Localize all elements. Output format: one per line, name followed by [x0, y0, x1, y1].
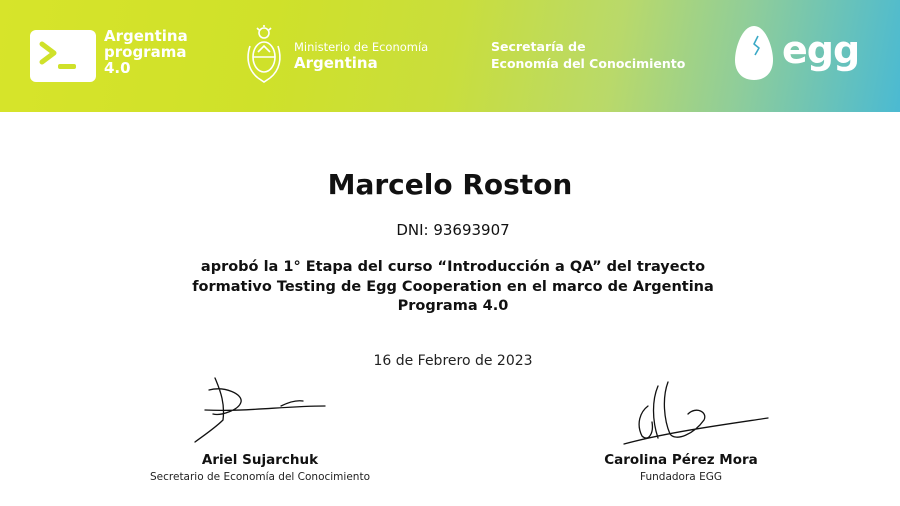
cracked-egg-icon	[734, 24, 774, 82]
signature-ariel-sujarchuk	[185, 370, 335, 450]
ministry-line1: Ministerio de Economía	[294, 40, 429, 54]
ap-line3: 4.0	[104, 59, 131, 77]
secretariat-text	[491, 38, 685, 72]
signature-carolina-perez-mora	[618, 372, 778, 452]
signer-role: Fundadora EGG	[640, 471, 722, 483]
egg-logo-text: egg	[782, 28, 860, 72]
secretariat-line1: Secretaría de	[491, 39, 586, 54]
signer-name: Ariel Sujarchuk	[201, 452, 319, 468]
ap-line2: programa	[104, 43, 187, 61]
ministry-line2: Argentina	[294, 54, 378, 72]
signer-role: Secretario de Economía del Conocimiento	[150, 471, 370, 483]
secretariat-line2: Economía del Conocimiento	[491, 56, 686, 71]
ap-line1: Argentina	[104, 27, 188, 45]
coat-of-arms-icon	[244, 24, 284, 84]
header-banner	[0, 0, 900, 112]
recipient-name: Marcelo Roston	[327, 168, 573, 201]
recipient-dni: DNI: 93693907	[396, 221, 510, 239]
signer-name: Carolina Pérez Mora	[604, 452, 758, 468]
ministry-text	[294, 40, 428, 72]
certificate-description: aprobó la 1° Etapa del curso “Introducción a QA” del trayecto formativo Testing de Egg Cooperation en el marco de Argentina Programa 4.0	[192, 259, 714, 314]
signer-block-left	[140, 452, 380, 483]
argentina-programa-logo-text	[104, 28, 188, 76]
signer-block-right	[571, 452, 791, 483]
certificate-date: 16 de Febrero de 2023	[373, 353, 533, 369]
terminal-prompt-icon	[30, 30, 96, 82]
